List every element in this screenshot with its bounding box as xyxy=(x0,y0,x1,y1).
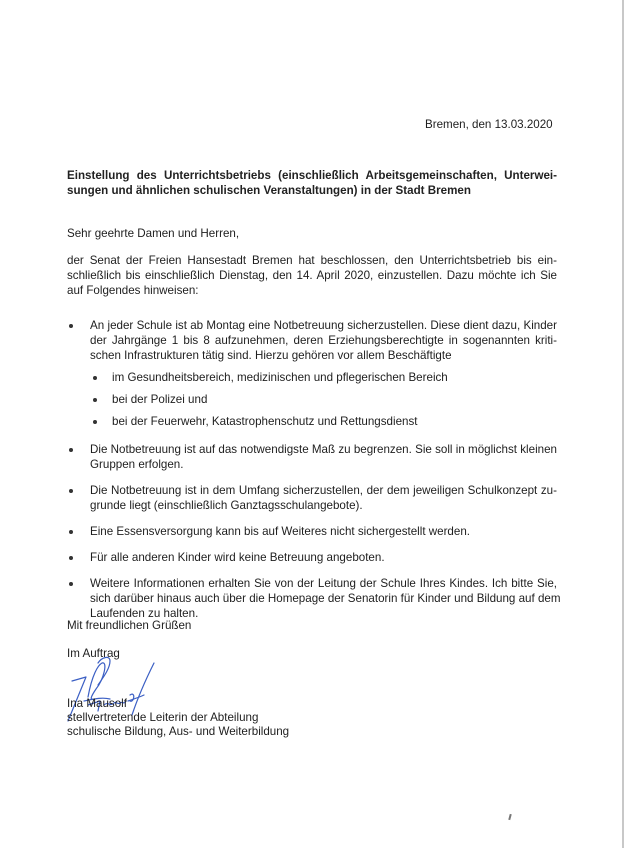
list-item-line: Die Notbetreuung ist auf das notwendigste Maß zu begrenzen. Sie soll in möglichst kleinen xyxy=(90,443,557,456)
list-item-line: sich darüber hinaus auch über die Homepage der Senatorin für Kinder und Bildung auf dem xyxy=(90,592,561,605)
signer-title-line-2: schulische Bildung, Aus- und Weiterbildung xyxy=(67,725,290,738)
closing: Mit freundlichen Grüßen xyxy=(67,619,192,632)
list-item xyxy=(67,318,557,363)
bullet-icon xyxy=(69,530,73,534)
list-item-line: Weitere Informationen erhalten Sie von der Leitung der Schule Ihres Kindes. Ich bitte Sie, xyxy=(90,577,557,590)
bullet-icon xyxy=(93,376,97,380)
bullet-icon xyxy=(69,582,73,586)
bullet-icon xyxy=(69,556,73,560)
bullet-icon xyxy=(69,448,73,452)
subject-line-1: Einstellung des Unterrichtsbetriebs (einschließlich Arbeitsgemeinschaften, Unterwei- xyxy=(67,169,557,182)
list-item-line: Eine Essensversorgung kann bis auf Weiteres nicht sichergestellt werden. xyxy=(90,525,471,538)
sub-list-item-text: bei der Polizei und xyxy=(112,393,208,406)
sub-list-item xyxy=(67,392,557,407)
bullet-icon xyxy=(93,420,97,424)
list-item-line: grunde liegt (einschließlich Ganztagsschulangebote). xyxy=(90,499,363,512)
bullet-icon xyxy=(93,398,97,402)
sub-list-item xyxy=(67,370,557,385)
list-item-line: An jeder Schule ist ab Montag eine Notbetreuung sicherzustellen. Diese dient dazu, Kinder xyxy=(90,319,557,332)
salutation: Sehr geehrte Damen und Herren, xyxy=(67,227,240,240)
list-item xyxy=(67,576,561,621)
sub-list-item-text: im Gesundheitsbereich, medizinischen und pflegerischen Bereich xyxy=(112,371,448,384)
intro-line-2: schließlich bis einschließlich Dienstag, den 14. April 2020, einzustellen. Dazu möchte ich Sie xyxy=(67,269,557,282)
signer-name: Ina Mausolf xyxy=(67,697,127,710)
subject-heading xyxy=(67,168,557,198)
list-item-line: der Jahrgänge 1 bis 8 aufzunehmen, deren Erziehungsberechtigte in sogenannten kriti- xyxy=(90,334,557,347)
sub-list-item xyxy=(67,414,557,429)
list-item-line: Die Notbetreuung ist in dem Umfang sicherzustellen, der dem jeweiligen Schulkonzept zu- xyxy=(90,484,557,497)
list-item-line: Gruppen erfolgen. xyxy=(90,458,184,471)
intro-paragraph xyxy=(67,253,557,298)
bullet-list xyxy=(67,318,561,621)
bullet-icon xyxy=(69,489,73,493)
list-item xyxy=(67,483,557,513)
bullet-icon xyxy=(69,324,73,328)
subject-line-2: sungen und ähnlichen schulischen Veranstaltungen) in der Stadt Bremen xyxy=(67,184,471,197)
list-item-line: Für alle anderen Kinder wird keine Betreuung angeboten. xyxy=(90,551,385,564)
intro-line-1: der Senat der Freien Hansestadt Bremen hat beschlossen, den Unterrichtsbetrieb bis ein- xyxy=(67,254,557,267)
list-item xyxy=(67,550,557,565)
signer-title-line-1: stellvertretende Leiterin der Abteilung xyxy=(67,711,259,724)
intro-line-3: auf Folgendes hinweisen: xyxy=(67,284,199,297)
list-item xyxy=(67,524,557,539)
list-item-line: schen Infrastrukturen tätig sind. Hierzu gehören vor allem Beschäftigte xyxy=(90,349,452,362)
place-date: Bremen, den 13.03.2020 xyxy=(425,118,553,131)
scan-mark xyxy=(508,814,511,820)
im-auftrag: Im Auftrag xyxy=(67,647,120,660)
list-item xyxy=(67,442,557,472)
list-item-line: Laufenden zu halten. xyxy=(90,607,199,620)
sub-list-item-text: bei der Feuerwehr, Katastrophenschutz und Rettungsdienst xyxy=(112,415,418,428)
